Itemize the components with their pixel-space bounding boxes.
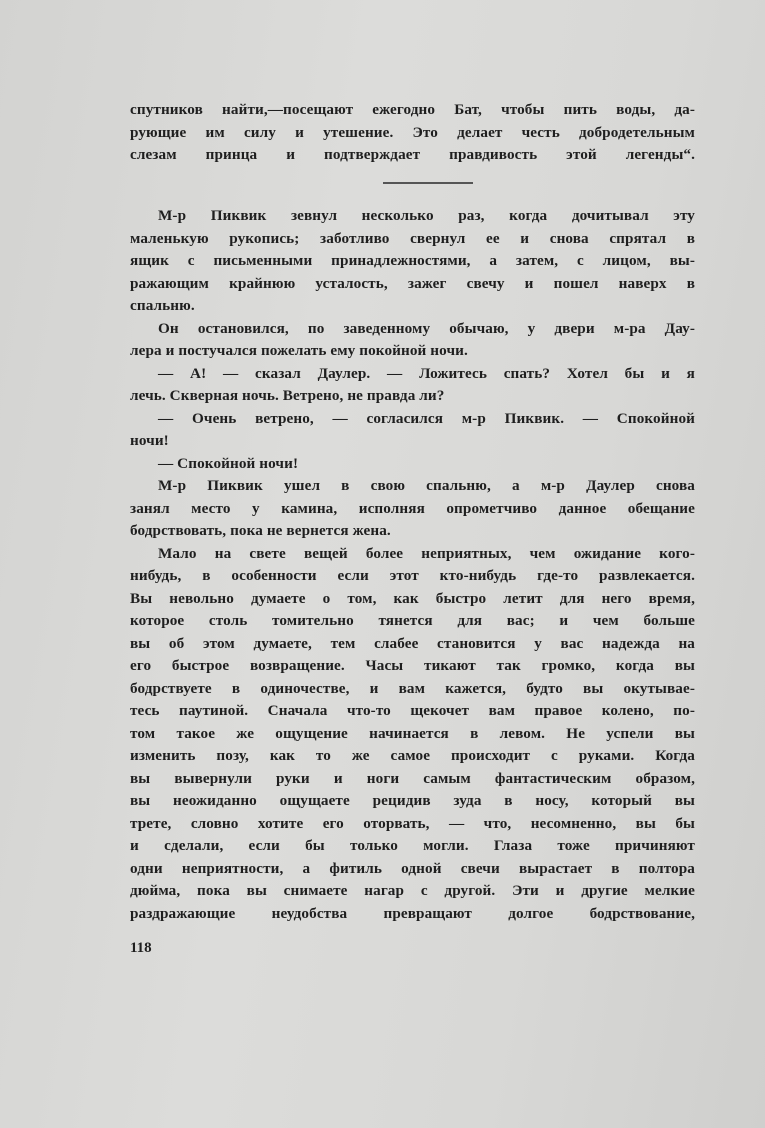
text-line: дюйма, пока вы снимаете нагар с другой. Эти и другие мелкие <box>130 882 695 899</box>
text-line: ящик с письменными принадлежностями, а затем, с лицом, вы- <box>130 252 695 269</box>
text-line: бодрствовать, пока не вернется жена. <box>130 522 391 539</box>
text-line: Он остановился, по заведенному обычаю, у двери м-ра Дау- <box>158 319 695 337</box>
text-line: раздражающие неудобства превращают долгое бодрствование, <box>130 904 695 922</box>
text-line: том такое же ощущение начинается в левом. Не успели вы <box>130 724 695 742</box>
text-line: спутников найти,—посещают ежегодно Бат, чтобы пить воды, да- <box>130 101 695 118</box>
text-line: вы об этом думаете, тем слабее становится у вас надежда на <box>130 634 695 652</box>
text-line: — Очень ветрено, — согласился м-р Пиквик. — Спокойной <box>158 409 695 427</box>
text-line: и сделали, если бы только могли. Глаза тоже причиняют <box>130 837 695 854</box>
text-line: — А! — сказал Даулер. — Ложитесь спать? Хотел бы и я <box>158 364 695 382</box>
text-line: — Спокойной ночи! <box>158 454 299 472</box>
previous-paragraph-ending <box>130 99 695 167</box>
text-line: Вы невольно думаете о том, как быстро летит для него время, <box>130 589 695 607</box>
text-line: ночи! <box>130 432 169 449</box>
text-line: тесь паутиной. Сначала что-то щекочет вам правое колено, по- <box>130 702 695 719</box>
text-line: ражающим крайнюю усталость, зажег свечу и пошел наверх в <box>130 274 695 292</box>
text-line: М-р Пиквик ушел в свою спальню, а м-р Даулер снова <box>158 477 695 494</box>
text-line: его быстрое возвращение. Часы тикают так громко, когда вы <box>130 657 695 674</box>
text-line: лера и постучался пожелать ему покойной ночи. <box>130 342 468 359</box>
text-line: рующие им силу и утешение. Это делает честь добродетельным <box>130 123 695 141</box>
text-line: вы неожиданно ощущаете рецидив зуда в носу, который вы <box>130 792 695 809</box>
text-line: вы вывернули руки и ноги самым фантастическим образом, <box>130 769 695 787</box>
text-line: нибудь, в особенности если этот кто-нибудь где-то развлекается. <box>130 567 695 584</box>
text-line: спальню. <box>130 297 195 314</box>
text-line: Мало на свете вещей более неприятных, чем ожидание кого- <box>158 544 695 562</box>
text-line: лечь. Скверная ночь. Ветрено, не правда ли? <box>130 387 445 404</box>
text-line: трете, словно хотите его оторвать, — что, несомненно, вы бы <box>130 814 695 832</box>
text-line: бодрствуете в одиночестве, и вам кажется, будто вы окутывае- <box>130 679 695 697</box>
text-line: которое столь томительно тянется для вас; и чем больше <box>130 612 695 629</box>
text-line: одни неприятности, а фитиль одной свечи вырастает в полтора <box>130 859 695 877</box>
text-line: изменить позу, как то же самое происходит с руками. Когда <box>130 747 695 764</box>
text-line: маленькую рукопись; заботливо свернул ее и снова спрятал в <box>130 229 695 247</box>
main-text <box>130 205 695 925</box>
text-line: слезам принца и подтверждает правдивость этой легенды“. <box>130 146 695 163</box>
text-line: занял место у камина, исполняя опрометчиво данное обещание <box>130 499 695 517</box>
page-number: 118 <box>130 940 152 956</box>
section-divider <box>383 182 473 184</box>
text-line: М-р Пиквик зевнул несколько раз, когда дочитывал эту <box>158 207 695 224</box>
